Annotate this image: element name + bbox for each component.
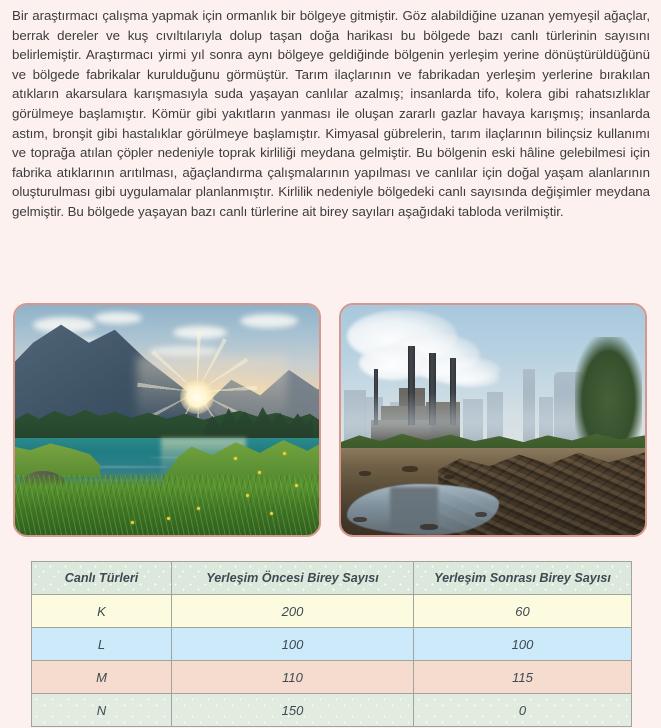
cell-before: 110 <box>172 661 414 694</box>
cell-after: 60 <box>414 595 632 628</box>
table-row <box>32 694 632 727</box>
species-population-table <box>31 561 632 727</box>
wildflower <box>131 521 134 524</box>
cell-species: N <box>32 694 172 727</box>
mud-speck <box>402 466 418 472</box>
table-row <box>32 661 632 694</box>
mud-speck <box>353 517 367 522</box>
illustration-row <box>13 303 647 537</box>
pristine-nature-photo <box>13 303 321 537</box>
cell-before: 200 <box>172 595 414 628</box>
column-header-after: Yerleşim Sonrası Birey Sayısı <box>414 562 632 595</box>
cell-after: 115 <box>414 661 632 694</box>
table-row <box>32 595 632 628</box>
cell-species: K <box>32 595 172 628</box>
puddle-reflection <box>390 487 439 528</box>
mud-speck <box>475 512 487 517</box>
cell-species: L <box>32 628 172 661</box>
cell-after: 100 <box>414 628 632 661</box>
table-header-row <box>32 562 632 595</box>
tree <box>575 337 642 443</box>
wildflower <box>258 471 261 474</box>
table-row <box>32 628 632 661</box>
wildflower <box>246 494 249 497</box>
cell-species: M <box>32 661 172 694</box>
cloud-icon <box>94 312 142 324</box>
polluted-industry-photo-canvas <box>341 305 645 535</box>
wildflower <box>283 452 286 455</box>
grass-blades <box>15 475 319 535</box>
mud-speck <box>420 524 438 530</box>
wildflower <box>234 457 237 460</box>
column-header-species: Canlı Türleri <box>32 562 172 595</box>
cell-before: 100 <box>172 628 414 661</box>
cell-before: 150 <box>172 694 414 727</box>
polluted-industry-photo <box>339 303 647 537</box>
wildflower <box>167 517 170 520</box>
column-header-before: Yerleşim Öncesi Birey Sayısı <box>172 562 414 595</box>
cell-after: 0 <box>414 694 632 727</box>
pristine-nature-photo-canvas <box>15 305 319 535</box>
sun-icon <box>180 380 214 414</box>
passage-paragraph: Bir araştırmacı çalışma yapmak için ormanlık bir bölgeye gitmiştir. Göz alabildiğine uzanan yemyeşil ağaçlar, berrak dereler ve kuş cıvıltılarıyla dolup taşan doğa harikası bu bölgede bazı canlı türlerinin sayısını belirlemiştir. Araştırmacı yirmi yıl sonra aynı bölgeye geldiğinde bölgenin yerleşim yerine dönüştürüldüğünü ve bölgede fabrikalar kurulduğunu görmüştür. Tarım ilaçlarının ve fabrikadan yerleşim yerlerine bırakılan atıkların akarsulara karışmasıyla suda yaşayan canlılar azalmış; insanlarda tifo, kolera gibi rahatsızlıklar görülmeye başlamıştır. Kömür gibi yakıtların yanması ile oluşan zararlı gazlar havaya karışmış; insanlarda astım, bronşit gibi hastalıklar görülmeye başlamıştır. Kimyasal gübrelerin, tarım ilaçlarının bilinçsiz kullanımı ve toprağa atılan çöpler nedeniyle toprak kirliliği meydana gelmiştir. Bu bölgenin eski hâline gelebilmesi için fabrika atıklarının arıtılması, ağaçlandırma çalışmalarının yapılması ve canlılar için doğal yaşam alanlarının oluşturulması gibi uygulamalar planlanmıştır. Kirlilik nedeniyle bölgedeki canlı sayısında değişimler meydana gelmiştir. Bu bölgede yaşayan bazı canlı türlerine ait birey sayıları aşağıdaki tabloda verilmiştir. <box>12 8 650 219</box>
reading-passage <box>12 6 650 222</box>
mud-speck <box>359 471 371 476</box>
